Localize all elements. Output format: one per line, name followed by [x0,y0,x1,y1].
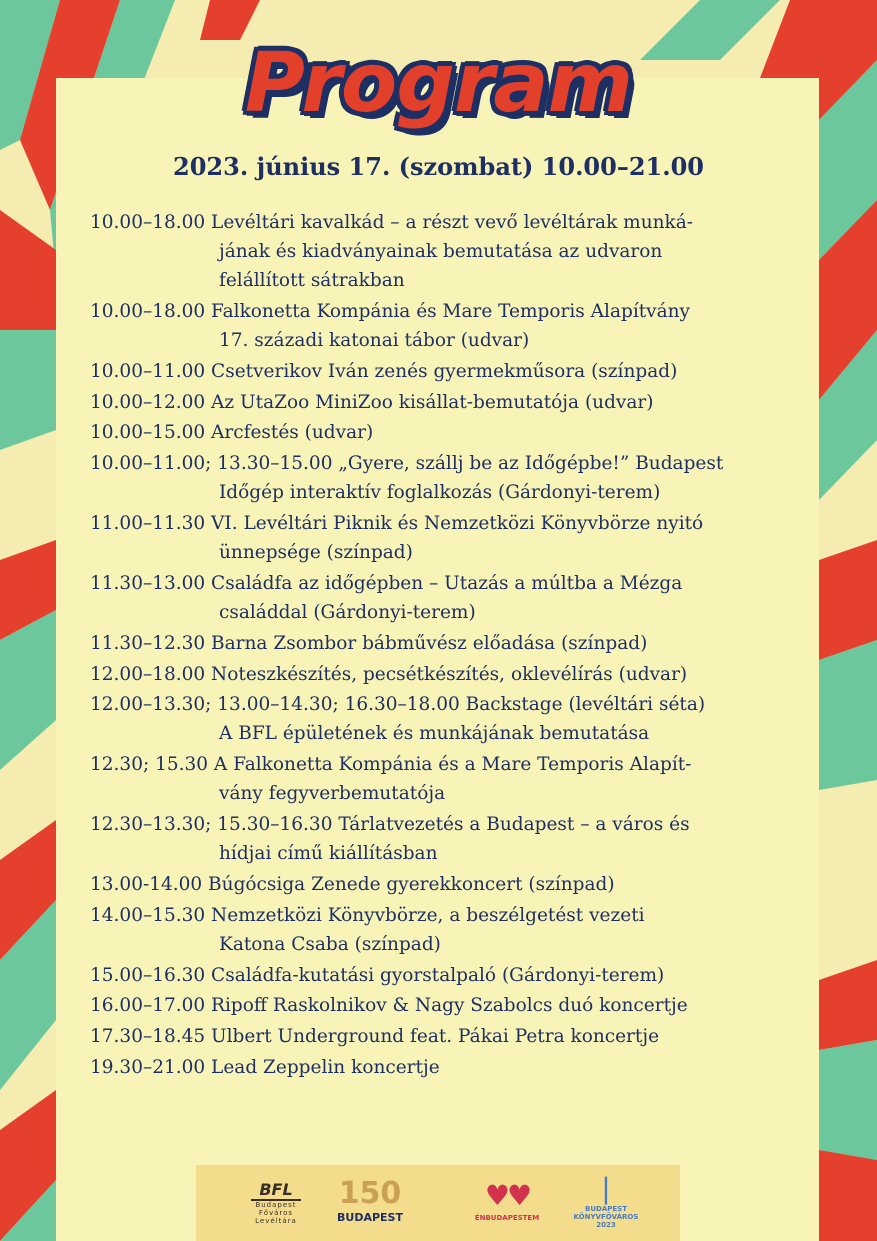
budapest-150-mark: 150 [338,1176,402,1211]
enbudapestem-heart-icon: ♥♥ [484,1179,530,1212]
program-item-line: 10.00–18.00 Falkonetta Kompánia és Mare Temporis Alapítvány [90,301,691,323]
program-item-line: 14.00–15.30 Nemzetközi Könyvbörze, a beszélgetést vezeti [90,904,645,926]
program-item [90,357,810,386]
program-list [90,208,810,1083]
program-item-line: 11.30–12.30 Barna Zsombor bábművész előadása (színpad) [90,632,648,654]
konyvfovaros-text: BUDAPEST KÖNYVFŐVÁROS 2023 [573,1205,639,1229]
program-item [90,810,810,868]
enbudapestem-text: ÉNBUDAPESTEM [474,1214,540,1222]
program-item-line: 13.00-14.00 Búgócsiga Zenede gyerekkoncert (színpad) [90,873,615,895]
decorative-stripe [819,1040,877,1160]
program-item-line: 16.00–17.00 Ripoff Raskolnikov & Nagy Szabolcs duó koncertje [90,995,688,1017]
program-item-continuation: hídjai című kiállításban [219,843,438,865]
decorative-stripe [819,640,877,790]
enbudapestem-logo [468,1179,546,1223]
program-item [90,961,810,990]
program-item [90,991,810,1020]
program-item-continuation: családdal (Gárdonyi-terem) [219,602,476,624]
program-item [90,449,810,507]
program-item [90,208,810,296]
page-title: Program [244,36,633,131]
program-item [90,569,810,627]
program-item-continuation: vány fegyverbemutatója [219,783,446,805]
program-item-line: 11.30–13.00 Családfa az időgépben – Utazás a múltba a Mézga [90,572,683,594]
program-item-line: 15.00–16.30 Családfa-kutatási gyorstalpaló (Gárdonyi-terem) [90,964,665,986]
program-item-line: 12.00–13.30; 13.00–14.30; 16.30–18.00 Backstage (levéltári séta) [90,694,706,716]
sponsor-logo-bar [196,1165,680,1241]
konyvfovaros-logo [564,1173,648,1229]
program-item-line: 10.00–15.00 Arcfestés (udvar) [90,422,374,444]
program-item [90,1053,810,1082]
program-item-line: 17.30–18.45 Ulbert Underground feat. Pákai Petra koncertje [90,1025,660,1047]
program-item [90,297,810,355]
budapest-150-text: BUDAPEST [337,1211,403,1224]
program-item [90,509,810,567]
program-item-continuation: felállított sátrakban [219,270,405,292]
program-item [90,660,810,689]
decorative-stripe [0,330,56,450]
bfl-logo-mark: BFL [251,1181,301,1201]
program-item-line: 10.00–12.00 Az UtaZoo MiniZoo kisállat-bemutatója (udvar) [90,391,654,413]
program-item-continuation: ünnepsége (színpad) [219,542,413,564]
program-item-continuation: Katona Csaba (színpad) [219,933,441,955]
program-item-line: 10.00–18.00 Levéltári kavalkád – a részt vevő levéltárak munká- [90,212,694,233]
bfl-logo-text: Budapest Főváros Levéltára [255,1201,297,1225]
program-item-line: 10.00–11.00; 13.30–15.00 „Gyere, szállj be az Időgépbe!” Budapest [90,453,724,475]
program-item [90,388,810,417]
budapest-150-logo [328,1177,412,1225]
program-item [90,901,810,959]
program-item-line: 19.30–21.00 Lead Zeppelin koncertje [90,1056,440,1078]
program-item-line: 10.00–11.00 Csetverikov Iván zenés gyermekműsora (színpad) [90,361,678,383]
program-item [90,629,810,658]
konyvfovaros-book-icon: ❘ [594,1172,618,1205]
program-item [90,750,810,808]
program-item [90,870,810,899]
program-item-line: 12.30; 15.30 A Falkonetta Kompánia és a Mare Temporis Alapít- [90,754,692,776]
event-date: 2023. június 17. (szombat) 10.00–21.00 [173,152,704,181]
program-item [90,690,810,748]
program-item [90,418,810,447]
decorative-stripe [819,540,877,660]
program-item-continuation: A BFL épületének és munkájának bemutatása [219,723,650,745]
program-item-continuation: jának és kiadványainak bemutatása az udvaron [219,241,663,263]
program-item-continuation: 17. századi katonai tábor (udvar) [219,330,530,352]
bfl-logo [251,1181,301,1225]
program-item [90,1022,810,1051]
program-item-line: 12.30–13.30; 15.30–16.30 Tárlatvezetés a Budapest – a város és [90,814,690,836]
program-item-line: 11.00–11.30 VI. Levéltári Piknik és Nemzetközi Könyvbörze nyitó [90,513,704,535]
program-item-line: 12.00–18.00 Noteszkészítés, pecsétkészítés, oklevélírás (udvar) [90,663,688,685]
program-item-continuation: Időgép interaktív foglalkozás (Gárdonyi-terem) [219,482,661,504]
